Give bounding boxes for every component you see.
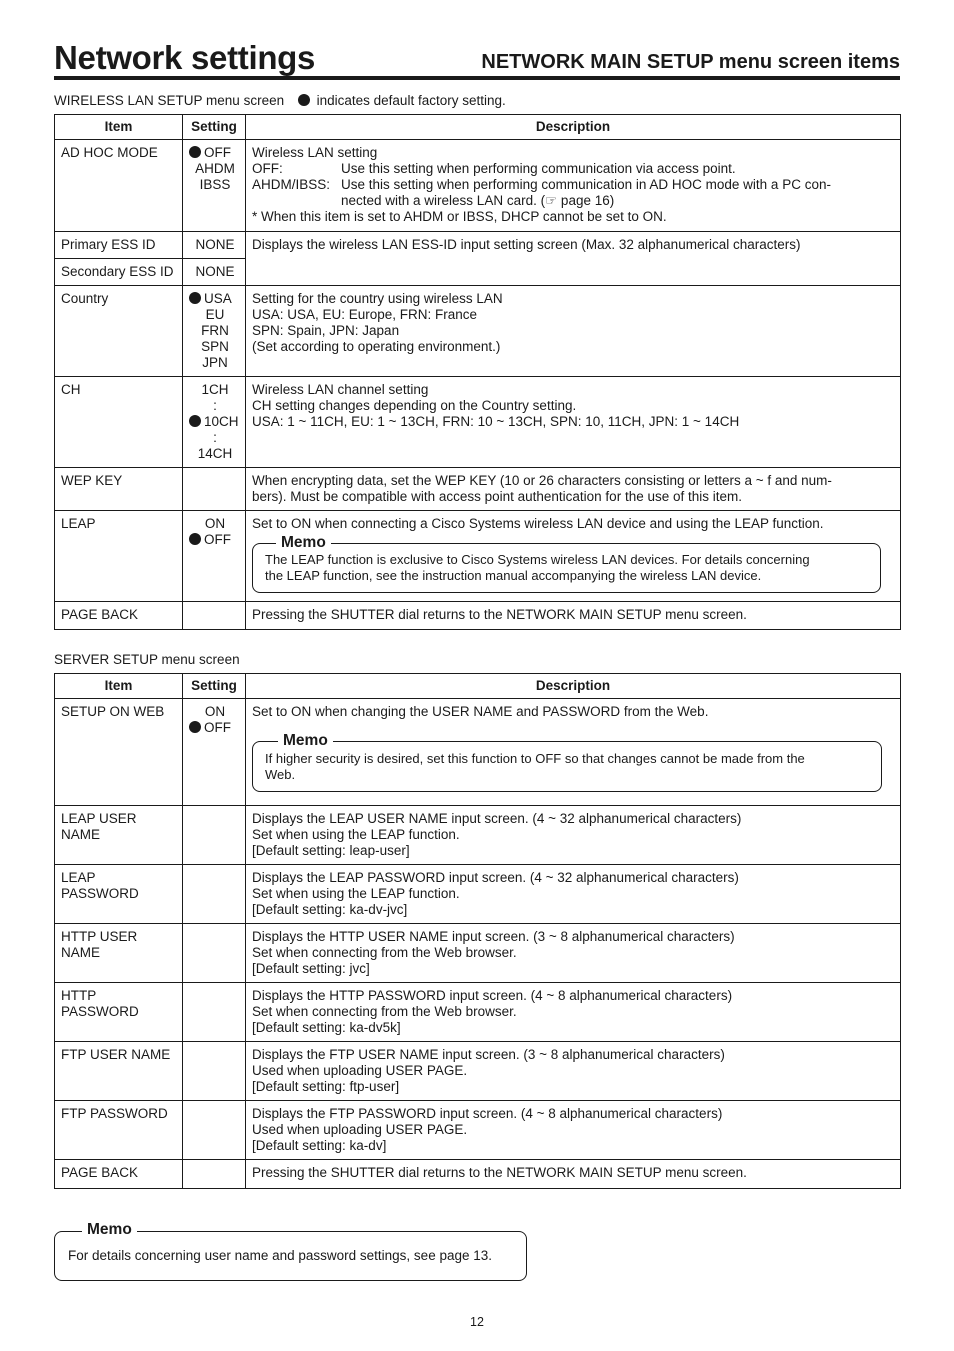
description-line: Wireless LAN channel setting: [252, 382, 429, 397]
item-cell: FTP USER NAME: [55, 1042, 183, 1101]
description-line: Wireless LAN setting: [252, 145, 378, 160]
page-header: [54, 40, 900, 80]
description-line: Displays the LEAP PASSWORD input screen. (4 ~ 32 alphanumerical characters): [252, 870, 739, 885]
table-row: [55, 140, 901, 232]
description-line: [Default setting: leap-user]: [252, 843, 410, 858]
description-line: Set when connecting from the Web browser.: [252, 1004, 517, 1019]
description-line: (Set according to operating environment.): [252, 339, 501, 354]
setting-option: :: [213, 430, 217, 445]
table-row: [55, 602, 901, 630]
description-line: [Default setting: ka-dv-jvc]: [252, 902, 408, 917]
setting-cell: [183, 1042, 246, 1101]
setting-option: OFF: [187, 145, 243, 161]
setting-option: IBSS: [199, 177, 231, 192]
header-setting: Setting: [183, 115, 246, 140]
item-cell: Primary ESS ID: [55, 232, 183, 259]
description-line: CH setting changes depending on the Country setting.: [252, 398, 577, 413]
description-line: Setting for the country using wireless LAN: [252, 291, 503, 306]
item-cell: LEAP PASSWORD: [55, 865, 183, 924]
description-line: USA: 1 ~ 11CH, EU: 1 ~ 13CH, FRN: 10 ~ 13CH, SPN: 10, 11CH, JPN: 1 ~ 14CH: [252, 414, 740, 429]
description-cell: [246, 468, 901, 511]
page-title: Network settings: [54, 39, 316, 76]
setting-option: :: [213, 398, 217, 413]
description-line: bers). Must be compatible with access point authentication for the use of this item.: [252, 489, 742, 504]
memo-text: For details concerning user name and password settings, see page 13.: [68, 1248, 492, 1263]
description-cell: [246, 1042, 901, 1101]
description-cell: [246, 377, 901, 468]
setting-option: OFF: [187, 532, 243, 548]
description-line: [Default setting: ka-dv]: [252, 1138, 387, 1153]
description-cell: [246, 699, 901, 806]
definition-row: AHDM/IBSS: Use this setting when performing communication in AD HOC mode with a PC con-: [252, 177, 831, 192]
setup-web-memo-box: [252, 732, 882, 792]
description-line: Set when using the LEAP function.: [252, 827, 460, 842]
setting-cell: [183, 140, 246, 232]
setting-cell: [183, 865, 246, 924]
description-line: Displays the LEAP USER NAME input screen. (4 ~ 32 alphanumerical characters): [252, 811, 742, 826]
description-line: Displays the FTP PASSWORD input screen. (4 ~ 8 alphanumerical characters): [252, 1106, 723, 1121]
setting-option: ON: [204, 516, 226, 531]
description-line: [Default setting: ka-dv5k]: [252, 1020, 401, 1035]
setting-cell: [183, 468, 246, 511]
description-cell: [246, 1101, 901, 1160]
setting-cell: NONE: [183, 259, 246, 286]
section-title: NETWORK MAIN SETUP menu screen items: [481, 51, 900, 73]
default-note: [298, 93, 506, 108]
table-row: [55, 699, 901, 806]
setting-cell: [183, 806, 246, 865]
item-cell: LEAP USER NAME: [55, 806, 183, 865]
default-bullet-icon: [189, 146, 201, 158]
header-item: Item: [55, 674, 183, 699]
setting-option: ON: [204, 704, 226, 719]
setting-option: 10CH: [187, 414, 243, 430]
description-line: Used when uploading USER PAGE.: [252, 1122, 468, 1137]
table-row: [55, 1042, 901, 1101]
description-cell: Pressing the SHUTTER dial returns to the NETWORK MAIN SETUP menu screen.: [246, 602, 901, 630]
table-header-row: [55, 115, 901, 140]
description-line: Displays the HTTP PASSWORD input screen. (4 ~ 8 alphanumerical characters): [252, 988, 733, 1003]
table-row: [55, 983, 901, 1042]
memo-title: Memo: [82, 1221, 137, 1239]
setting-option: AHDM: [195, 161, 235, 176]
item-cell: PAGE BACK: [55, 1160, 183, 1189]
header-description: Description: [246, 115, 901, 140]
setting-cell: NONE: [183, 232, 246, 259]
description-line: USA: USA, EU: Europe, FRN: France: [252, 307, 478, 322]
description-cell: [246, 140, 901, 232]
default-bullet-icon: [189, 721, 201, 733]
header-setting: Setting: [183, 674, 246, 699]
memo-title: Memo: [278, 732, 333, 750]
header-item: Item: [55, 115, 183, 140]
setting-cell: [183, 511, 246, 602]
description-cell: Displays the wireless LAN ESS-ID input setting screen (Max. 32 alphanumerical characters): [246, 232, 901, 286]
setting-option: USA: [187, 291, 243, 307]
item-cell: PAGE BACK: [55, 602, 183, 630]
setting-option: FRN: [201, 323, 229, 338]
table-row: [55, 806, 901, 865]
table-row: [55, 924, 901, 983]
memo-line: If higher security is desired, set this function to OFF so that changes cannot be made from the: [265, 751, 805, 766]
item-cell: HTTP USER NAME: [55, 924, 183, 983]
table-row: [55, 468, 901, 511]
wireless-caption: [54, 93, 506, 109]
description-line: Set to ON when changing the USER NAME and PASSWORD from the Web.: [252, 704, 709, 719]
bottom-memo-box: [54, 1221, 527, 1281]
description-cell: [246, 865, 901, 924]
item-cell: WEP KEY: [55, 468, 183, 511]
item-cell: HTTP PASSWORD: [55, 983, 183, 1042]
table-row: [55, 286, 901, 377]
default-bullet-icon: [189, 415, 201, 427]
setting-option: SPN: [201, 339, 229, 354]
description-line: Set when using the LEAP function.: [252, 886, 460, 901]
description-cell: [246, 983, 901, 1042]
wireless-caption-text: WIRELESS LAN SETUP menu screen: [54, 93, 285, 108]
header-description: Description: [246, 674, 901, 699]
description-line: Used when uploading USER PAGE.: [252, 1063, 468, 1078]
setting-cell: [183, 377, 246, 468]
setting-option: OFF: [187, 720, 243, 736]
setting-cell: [183, 286, 246, 377]
table-header-row: [55, 674, 901, 699]
setting-option: 14CH: [197, 446, 233, 461]
description-line: Displays the FTP USER NAME input screen. (3 ~ 8 alphanumerical characters): [252, 1047, 725, 1062]
description-cell: [246, 1160, 901, 1189]
description-line: nected with a wireless LAN card. (☞ page 16): [341, 193, 615, 208]
setting-option: 1CH: [201, 382, 229, 397]
memo-line: Web.: [265, 767, 296, 782]
setting-cell: [183, 1160, 246, 1189]
description-line: Set when connecting from the Web browser.: [252, 945, 517, 960]
wireless-lan-table: [54, 114, 901, 630]
setting-option: JPN: [202, 355, 228, 370]
item-cell: LEAP: [55, 511, 183, 602]
setting-cell: [183, 602, 246, 630]
description-line: Displays the HTTP USER NAME input screen. (3 ~ 8 alphanumerical characters): [252, 929, 735, 944]
description-line: * When this item is set to AHDM or IBSS, DHCP cannot be set to ON.: [252, 209, 667, 224]
item-cell: AD HOC MODE: [55, 140, 183, 232]
description-cell: [246, 286, 901, 377]
table-row: [55, 377, 901, 468]
description-cell: [246, 806, 901, 865]
setting-cell: [183, 1101, 246, 1160]
item-cell: Secondary ESS ID: [55, 259, 183, 286]
table-row: [55, 511, 901, 602]
description-line: When encrypting data, set the WEP KEY (10 or 26 characters consisting or letters a ~ f and num-: [252, 473, 832, 488]
item-cell: Country: [55, 286, 183, 377]
item-cell: SETUP ON WEB: [55, 699, 183, 806]
setting-cell: [183, 924, 246, 983]
description-line: Set to ON when connecting a Cisco Systems wireless LAN device and using the LEAP function.: [252, 516, 824, 531]
description-line: [Default setting: jvc]: [252, 961, 370, 976]
memo-title: Memo: [276, 534, 331, 552]
table-row: [55, 1101, 901, 1160]
description-line: Pressing the SHUTTER dial returns to the NETWORK MAIN SETUP menu screen.: [252, 1165, 747, 1180]
page-number: 12: [470, 1315, 484, 1329]
memo-line: The LEAP function is exclusive to Cisco Systems wireless LAN devices. For details concerning: [265, 552, 810, 567]
setting-cell: [183, 699, 246, 806]
leap-memo-box: [252, 534, 881, 593]
table-row: [55, 865, 901, 924]
description-line: [Default setting: ftp-user]: [252, 1079, 400, 1094]
item-cell: FTP PASSWORD: [55, 1101, 183, 1160]
description-cell: [246, 924, 901, 983]
setting-cell: [183, 983, 246, 1042]
default-bullet-icon: [189, 533, 201, 545]
server-caption: SERVER SETUP menu screen: [54, 652, 240, 667]
description-line: SPN: Spain, JPN: Japan: [252, 323, 400, 338]
setting-option: EU: [205, 307, 225, 322]
table-row: [55, 232, 901, 259]
default-note-text: indicates default factory setting.: [316, 93, 506, 108]
item-cell: CH: [55, 377, 183, 468]
server-setup-table: [54, 673, 901, 1189]
description-cell: [246, 511, 901, 602]
definition-row: OFF: Use this setting when performing communication via access point.: [252, 161, 736, 176]
table-row: [55, 1160, 901, 1189]
default-bullet-icon: [298, 94, 310, 106]
memo-line: the LEAP function, see the instruction manual accompanying the wireless LAN device.: [265, 568, 762, 583]
default-bullet-icon: [189, 292, 201, 304]
